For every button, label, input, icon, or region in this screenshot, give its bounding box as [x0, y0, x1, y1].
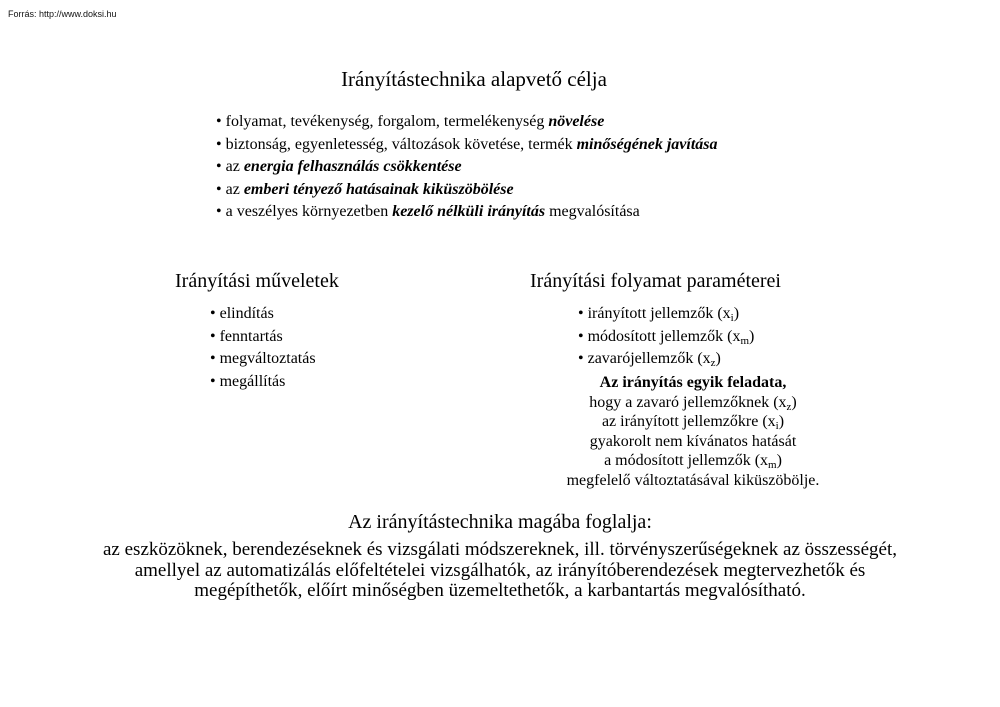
summary-title: Az irányítástechnika magába foglalja: [348, 511, 652, 533]
parameter-item: • irányított jellemzők $(x_i)$ [578, 305, 740, 324]
page-title: Irányítástechnika alapvető célja [341, 67, 607, 91]
goal-item: • az emberi tényező hatásainak kiküszöbölése [216, 180, 514, 198]
task-paragraph [500, 373, 886, 490]
operation-item: • megállítás [210, 372, 286, 390]
task-line: megfelelő változtatásával kiküszöbölje. [566, 471, 820, 489]
parameters-list [578, 303, 754, 371]
task-heading: Az irányítás egyik feladata, [599, 374, 787, 391]
task-line: hogy a zavaró jellemzőknek $(x_z)$ [589, 393, 797, 413]
summary-text: az eszközöknek, berendezéseknek és vizsgálati módszereknek, ill. törvényszerűségeknek az összességét, amellyel az automatizálás előfeltételei vizsgálhatók, az irányítóberendezések megtervezhetők és megépíthetők, előírt minőségben üzemeltethetők, a karbantartás megvalósítható. [103, 539, 897, 601]
operations-list [210, 303, 316, 393]
goals-list [216, 111, 718, 224]
parameter-item: • zavarójellemzők $(x_z)$ [578, 350, 721, 369]
goal-item: • az energia felhasználás csökkentése [216, 158, 462, 175]
source-label: Forrás: http://www.doksi.hu [8, 9, 117, 19]
parameters-heading: Irányítási folyamat paraméterei [530, 270, 781, 292]
operation-item: • elindítás [210, 305, 274, 322]
goal-item: • folyamat, tevékenység, forgalom, termelékenység növelése [216, 113, 605, 130]
goal-item: • biztonság, egyenletesség, változások követése, termék minőségének javítása [216, 135, 718, 153]
operation-item: • megváltoztatás [210, 350, 316, 367]
operation-item: • fenntartás [210, 327, 283, 345]
parameter-item: • módosított jellemzők $(x_m)$ [578, 327, 755, 347]
task-line: gyakorolt nem kívánatos hatását [589, 432, 797, 450]
goal-item: • a veszélyes környezetben kezelő nélküli irányítás megvalósítása [216, 203, 640, 220]
task-line: a módosított jellemzők $(x_m)$ [604, 452, 782, 471]
operations-heading: Irányítási műveletek [175, 270, 339, 292]
task-line: az irányított jellemzőkre $(x_i)$ [601, 413, 785, 432]
